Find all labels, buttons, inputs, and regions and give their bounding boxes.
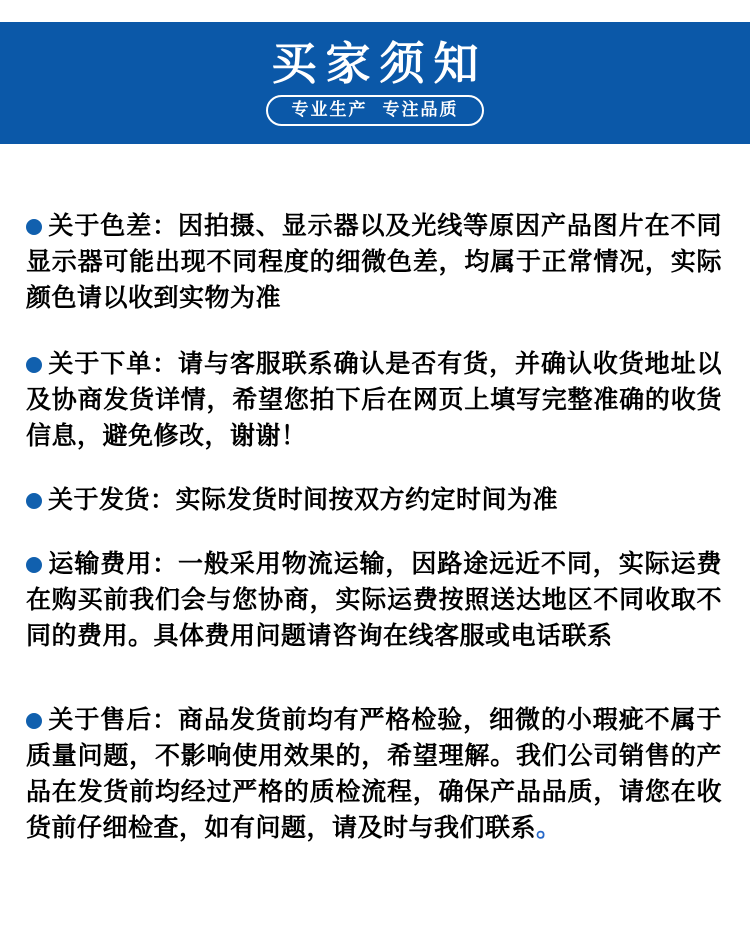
bullet-dot-icon: [26, 219, 42, 235]
notice-paragraph: [26, 346, 722, 454]
notice-paragraph: [26, 208, 722, 316]
notice-text: 关于色差：因拍摄、显示器以及光线等原因产品图片在不同显示器可能出现不同程度的细微色差，均属于正常情况，实际颜色请以收到实物为准: [26, 211, 722, 312]
notice-list: [0, 144, 750, 846]
bullet-dot-icon: [26, 557, 42, 573]
bullet-dot-icon: [26, 357, 42, 373]
header-banner: [0, 22, 750, 144]
notice-text-accent: 。: [536, 813, 562, 842]
page-title: 买家须知: [271, 36, 488, 90]
notice-paragraph: [26, 546, 722, 654]
notice-paragraph: [26, 482, 722, 518]
notice-paragraph: [26, 702, 722, 846]
notice-text: 关于售后：商品发货前均有严格检验，细微的小瑕疵不属于质量问题，不影响使用效果的，希望理解。我们公司销售的产品在发货前均经过严格的质检流程，确保产品品质，请您在收货前仔细检查，如有问题，请及时与我们联系: [26, 705, 722, 842]
notice-text: 运输费用：一般采用物流运输，因路途远近不同，实际运费在购买前我们会与您协商，实际运费按照送达地区不同收取不同的费用。具体费用问题请咨询在线客服或电话联系: [26, 549, 722, 650]
bullet-dot-icon: [26, 493, 42, 509]
header-slogan-pill: [266, 95, 485, 126]
notice-text: 关于下单：请与客服联系确认是否有货，并确认收货地址以及协商发货详情，希望您拍下后在网页上填写完整准确的收货信息，避免修改，谢谢！: [26, 349, 722, 450]
bullet-dot-icon: [26, 713, 42, 729]
header-slogan-text: 专业生产 专注品质: [291, 99, 459, 120]
notice-text: 关于发货：实际发货时间按双方约定时间为准: [48, 485, 559, 514]
